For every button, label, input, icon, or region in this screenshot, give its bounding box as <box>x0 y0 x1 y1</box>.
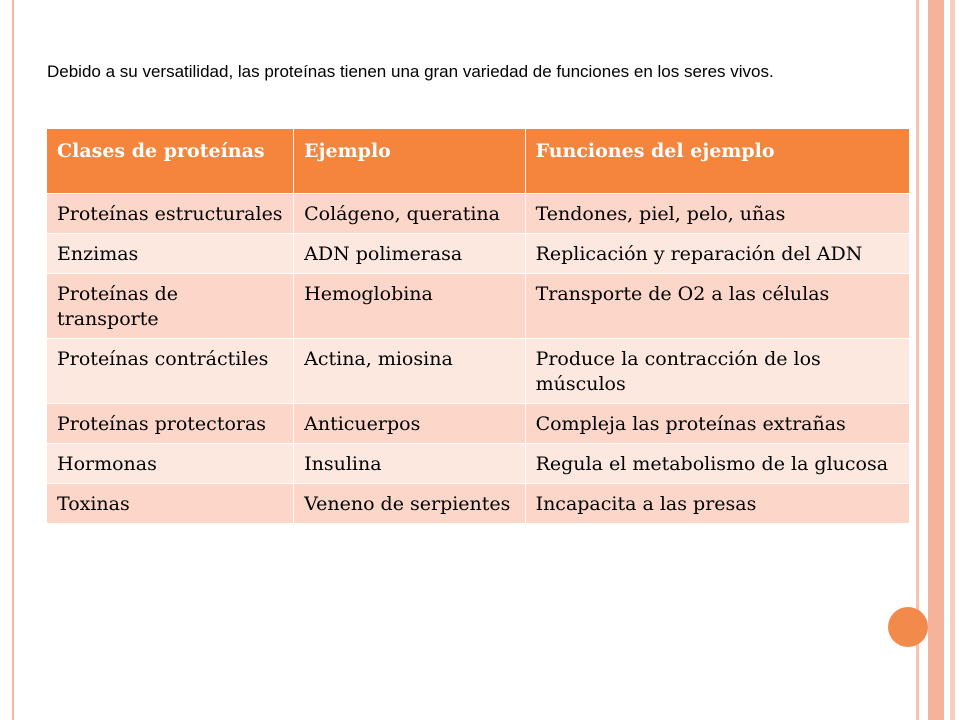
intro-text: Debido a su versatilidad, las proteínas tienen una gran variedad de funciones en los seres vivos. <box>47 62 774 81</box>
cell-example: ADN polimerasa <box>294 234 525 274</box>
cell-protein-class: Proteínas contráctiles <box>47 339 294 404</box>
left-border-decoration <box>0 0 14 720</box>
cell-function: Compleja las proteínas extrañas <box>525 404 909 444</box>
header-example: Ejemplo <box>294 129 525 194</box>
cell-example: Veneno de serpientes <box>294 484 525 524</box>
table-row <box>47 234 910 274</box>
table-row <box>47 339 910 404</box>
decorative-circle <box>888 607 928 647</box>
table-header-row <box>47 129 910 194</box>
cell-function: Transporte de O2 a las células <box>525 274 909 339</box>
cell-example: Colágeno, queratina <box>294 194 525 234</box>
cell-function: Incapacita a las presas <box>525 484 909 524</box>
table-row <box>47 444 910 484</box>
table-row <box>47 194 910 234</box>
table-row <box>47 484 910 524</box>
right-border-decoration <box>916 0 960 720</box>
right-band-3 <box>950 0 955 720</box>
header-protein-class: Clases de proteínas <box>47 129 294 194</box>
cell-function: Regula el metabolismo de la glucosa <box>525 444 909 484</box>
cell-function: Produce la contracción de los músculos <box>525 339 909 404</box>
cell-protein-class: Toxinas <box>47 484 294 524</box>
cell-protein-class: Proteínas estructurales <box>47 194 294 234</box>
cell-protein-class: Enzimas <box>47 234 294 274</box>
table-row <box>47 274 910 339</box>
cell-example: Insulina <box>294 444 525 484</box>
cell-protein-class: Proteínas de transporte <box>47 274 294 339</box>
cell-function: Tendones, piel, pelo, uñas <box>525 194 909 234</box>
cell-protein-class: Hormonas <box>47 444 294 484</box>
cell-protein-class: Proteínas protectoras <box>47 404 294 444</box>
cell-example: Hemoglobina <box>294 274 525 339</box>
right-band-2 <box>928 0 944 720</box>
table-row <box>47 404 910 444</box>
header-functions: Funciones del ejemplo <box>525 129 909 194</box>
cell-example: Actina, miosina <box>294 339 525 404</box>
proteins-table <box>46 128 910 524</box>
cell-function: Replicación y reparación del ADN <box>525 234 909 274</box>
cell-example: Anticuerpos <box>294 404 525 444</box>
